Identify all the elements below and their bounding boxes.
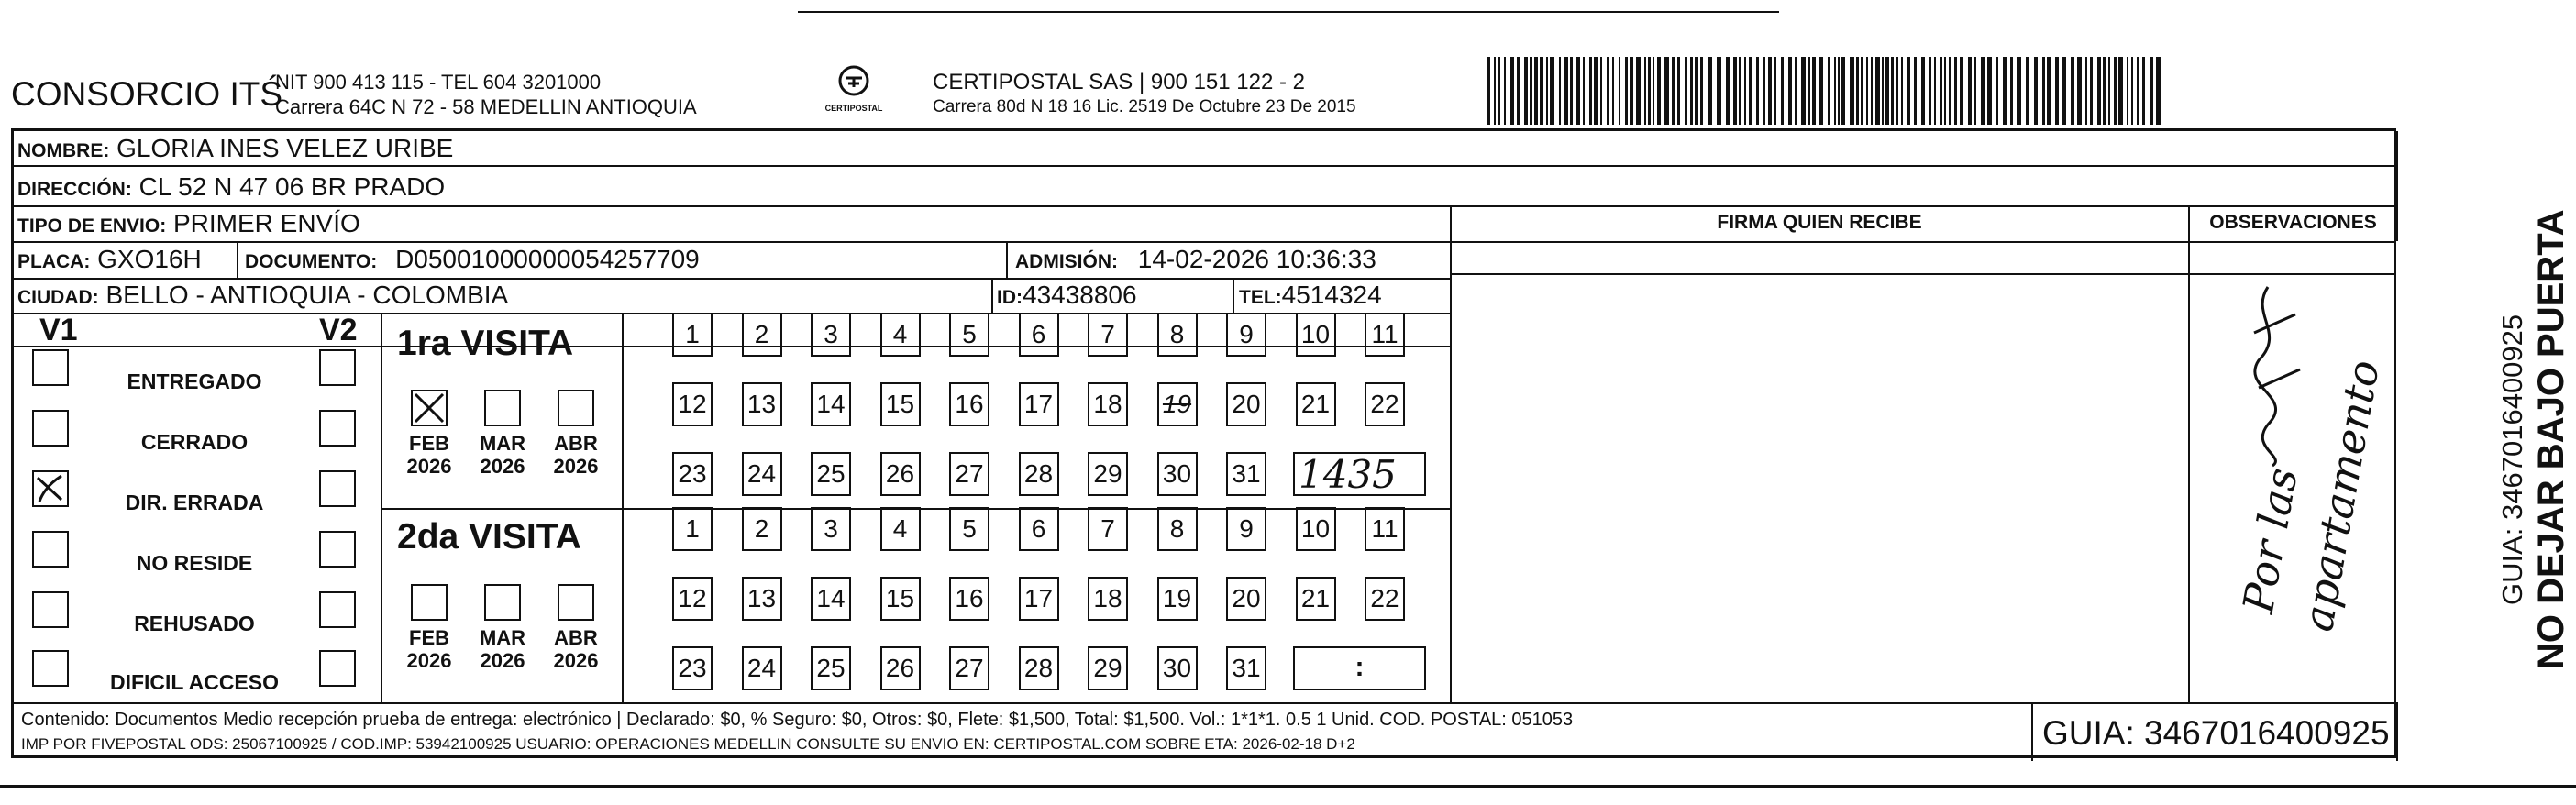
barcode-bar <box>1546 57 1548 125</box>
day-box[interactable]: 14 <box>811 382 851 426</box>
company-nit: NIT 900 413 115 - TEL 604 3201000 <box>275 71 602 94</box>
day-box[interactable]: 11 <box>1365 507 1405 551</box>
barcode-bar <box>2142 57 2145 125</box>
id-label: ID: <box>997 287 1023 308</box>
barcode-bar <box>1510 57 1514 125</box>
day-box[interactable]: 3 <box>811 313 851 357</box>
v2-checkbox[interactable] <box>319 650 356 687</box>
month-checkbox[interactable] <box>484 584 521 621</box>
barcode-bar <box>1841 57 1845 125</box>
barcode-bar <box>1996 57 1998 125</box>
barcode-bar <box>1850 57 1854 125</box>
month-name: FEB <box>409 626 449 649</box>
certipostal-sub: Carrera 80d N 18 16 Lic. 2519 De Octubre 23 De 2015 <box>933 97 1356 116</box>
first-visit-time-box[interactable] <box>1293 452 1426 496</box>
barcode-bar <box>1819 57 1823 125</box>
day-box[interactable]: 4 <box>880 507 921 551</box>
barcode-bar <box>2026 57 2029 125</box>
barcode-bar <box>1672 57 1675 125</box>
day-box[interactable]: 29 <box>1088 452 1128 496</box>
barcode-bar <box>1564 57 1568 125</box>
month-label <box>548 432 603 478</box>
barcode-bar <box>1801 57 1806 125</box>
day-box[interactable]: 21 <box>1296 577 1336 621</box>
certipostal-line: CERTIPOSTAL SAS | 900 151 122 - 2 <box>933 70 1305 94</box>
day-box[interactable]: 16 <box>949 382 989 426</box>
month-label <box>402 432 457 478</box>
day-box[interactable]: 6 <box>1019 507 1059 551</box>
day-box[interactable]: 25 <box>811 646 851 690</box>
barcode-bar <box>1517 57 1520 125</box>
day-box[interactable]: 17 <box>1019 577 1059 621</box>
barcode-bar <box>1630 57 1633 125</box>
tel-field <box>1239 280 1382 314</box>
barcode-bar <box>1987 57 1992 125</box>
barcode-bar <box>1695 57 1698 125</box>
barcode-bar <box>1612 57 1614 125</box>
barcode-bar <box>2071 57 2074 125</box>
barcode-bar <box>1896 57 1898 125</box>
company-info <box>275 70 697 119</box>
day-box[interactable]: 31 <box>1226 646 1266 690</box>
barcode-bar <box>1648 57 1651 125</box>
barcode-bar <box>1600 57 1602 125</box>
second-visit-title: 2da VISITA <box>397 517 581 557</box>
tipo-envio-label: TIPO DE ENVIO: <box>17 215 167 237</box>
first-visit-time: 1435 <box>1299 452 1397 497</box>
documento-field <box>245 244 700 278</box>
barcode-bar <box>1685 57 1687 125</box>
month-label <box>475 626 530 672</box>
status-label: ENTREGADO <box>127 369 262 393</box>
barcode-bar <box>1636 57 1641 125</box>
signature-scribble <box>2231 278 2314 470</box>
month-year: 2026 <box>480 649 525 672</box>
barcode-bar <box>2114 57 2117 125</box>
barcode-bar <box>1550 57 1554 125</box>
barcode-bar <box>1929 57 1931 125</box>
v1-checkbox[interactable] <box>32 591 69 628</box>
barcode-bar <box>1856 57 1859 125</box>
barcode-bar <box>2156 57 2161 125</box>
logo-text: CERTIPOSTAL <box>824 104 883 113</box>
barcode-bar <box>2003 57 2007 125</box>
first-visit-title: 1ra VISITA <box>397 324 574 363</box>
tel-value: 4514324 <box>1281 281 1382 309</box>
barcode-bar <box>1494 57 1496 125</box>
status-label: DIR. ERRADA <box>125 491 264 514</box>
barcode-bar <box>2017 57 2021 125</box>
barcode-bar <box>1968 57 1972 125</box>
observaciones-header: OBSERVACIONES <box>2209 212 2377 233</box>
barcode-bar <box>1901 57 1903 125</box>
barcode-bar <box>1981 57 1985 125</box>
logo-icon <box>835 64 872 97</box>
barcode-bar <box>1498 57 1500 125</box>
month-label <box>475 432 530 478</box>
barcode-bar <box>1781 57 1784 125</box>
barcode-bar <box>1583 57 1585 125</box>
barcode-bar <box>1570 57 1573 125</box>
v2-checkbox[interactable] <box>319 470 356 507</box>
v2-checkbox[interactable] <box>319 531 356 568</box>
barcode-bar <box>1774 57 1776 125</box>
barcode-bar <box>1576 57 1580 125</box>
barcode-bar <box>1768 57 1772 125</box>
day-box[interactable]: 15 <box>880 382 921 426</box>
barcode-bar <box>1653 57 1654 125</box>
day-box[interactable]: 9 <box>1226 313 1266 357</box>
barcode-bar <box>1756 57 1759 125</box>
placa-field <box>17 244 202 278</box>
barcode-bar <box>1838 57 1840 125</box>
firma-header: FIRMA QUIEN RECIBE <box>1717 212 1922 233</box>
v1-checkbox[interactable] <box>32 531 69 568</box>
barcode-bar <box>1607 57 1609 125</box>
barcode-bar <box>2118 57 2123 125</box>
day-box[interactable]: 20 <box>1226 577 1266 621</box>
barcode-bar <box>2103 57 2106 125</box>
barcode-bar <box>1524 57 1528 125</box>
barcode-bar <box>1834 57 1836 125</box>
day-box[interactable]: 13 <box>742 577 782 621</box>
tipo-envio-value: PRIMER ENVÍO <box>172 209 360 237</box>
day-box[interactable]: 7 <box>1088 313 1128 357</box>
month-name: ABR <box>554 432 598 455</box>
barcode-bar <box>1934 57 1936 125</box>
barcode-bar <box>1921 57 1925 125</box>
month-year: 2026 <box>553 649 599 672</box>
day-box[interactable]: 30 <box>1157 452 1198 496</box>
day-box[interactable]: 8 <box>1157 507 1198 551</box>
placa-value: GXO16H <box>97 245 202 273</box>
side-guia: GUIA: 3467016400925 <box>2496 314 2528 605</box>
day-box[interactable]: 19 <box>1157 382 1198 426</box>
delivery-form <box>11 128 2396 758</box>
barcode-bar <box>1487 57 1490 125</box>
barcode-bar <box>1677 57 1680 125</box>
certipostal-info <box>933 70 1356 119</box>
barcode-bar <box>2150 57 2153 125</box>
day-box[interactable]: 21 <box>1296 382 1336 426</box>
day-box[interactable]: 20 <box>1226 382 1266 426</box>
direccion-field <box>17 171 445 205</box>
barcode-bar <box>2077 57 2082 125</box>
day-box[interactable]: 5 <box>949 313 989 357</box>
barcode-bar <box>1960 57 1963 125</box>
barcode-bar <box>2010 57 2013 125</box>
barcode-bar <box>2034 57 2038 125</box>
day-box[interactable]: 15 <box>880 577 921 621</box>
day-box[interactable]: 27 <box>949 452 989 496</box>
barcode-bar <box>1530 57 1532 125</box>
day-box[interactable]: 26 <box>880 452 921 496</box>
day-box[interactable]: 18 <box>1088 382 1128 426</box>
id-field <box>997 280 1137 314</box>
barcode-bar <box>1690 57 1693 125</box>
day-box[interactable]: 1 <box>672 507 713 551</box>
tipo-envio-field <box>17 208 360 242</box>
status-label: CERRADO <box>140 430 249 454</box>
month-year: 2026 <box>406 649 452 672</box>
barcode-bar <box>2042 57 2045 125</box>
barcode-bar <box>1644 57 1646 125</box>
barcode-bar <box>2047 57 2051 125</box>
month-year: 2026 <box>553 455 599 478</box>
v2-checkbox[interactable] <box>319 349 356 386</box>
barcode-bar <box>1700 57 1703 125</box>
day-box[interactable]: 5 <box>949 507 989 551</box>
barcode-bar <box>1594 57 1598 125</box>
barcode-bar <box>2131 57 2133 125</box>
barcode-bar <box>1812 57 1816 125</box>
status-label: NO RESIDE <box>136 551 253 575</box>
day-box[interactable]: 6 <box>1019 313 1059 357</box>
day-box[interactable]: 31 <box>1226 452 1266 496</box>
barcode-bar <box>2097 57 2101 125</box>
documento-label: DOCUMENTO: <box>245 251 378 272</box>
day-box[interactable]: 23 <box>672 452 713 496</box>
barcode-bar <box>1885 57 1889 125</box>
day-box[interactable]: 1 <box>672 313 713 357</box>
month-checkbox[interactable] <box>484 390 521 426</box>
tel-label: TEL: <box>1239 287 1282 308</box>
second-visit-time-box[interactable]: : <box>1293 646 1426 690</box>
barcode-bar <box>1763 57 1765 125</box>
day-box[interactable]: 17 <box>1019 382 1059 426</box>
footer-print-line: IMP POR FIVEPOSTAL ODS: 25067100925 / COD.IMP: 53942100925 USUARIO: OPERACIONES MEDELLIN CONSULTE SU ENVIO EN: CERTIPOSTAL.COM SOBRE ETA: 2026-02-18 D+2 <box>21 735 1355 753</box>
month-year: 2026 <box>406 455 452 478</box>
day-box[interactable]: 25 <box>811 452 851 496</box>
v2-checkbox[interactable] <box>319 410 356 447</box>
day-box[interactable]: 19 <box>1157 577 1198 621</box>
day-box[interactable]: 8 <box>1157 313 1198 357</box>
observation-handwriting-2: apartamento <box>2293 356 2390 635</box>
day-box[interactable]: 28 <box>1019 646 1059 690</box>
ciudad-value: BELLO - ANTIOQUIA - COLOMBIA <box>105 281 509 309</box>
day-box[interactable]: 28 <box>1019 452 1059 496</box>
day-box[interactable]: 24 <box>742 646 782 690</box>
day-box[interactable]: 27 <box>949 646 989 690</box>
barcode-bar <box>1882 57 1884 125</box>
barcode-bar <box>1974 57 1976 125</box>
day-box[interactable]: 14 <box>811 577 851 621</box>
barcode-bar <box>1795 57 1797 125</box>
month-name: FEB <box>409 432 449 455</box>
month-name: MAR <box>479 626 526 649</box>
day-box[interactable]: 2 <box>742 507 782 551</box>
barcode-bar <box>1733 57 1737 125</box>
barcode-bar <box>2055 57 2059 125</box>
day-box[interactable]: 22 <box>1365 577 1405 621</box>
day-box[interactable]: 11 <box>1365 313 1405 357</box>
barcode-bar <box>2108 57 2110 125</box>
barcode <box>1487 57 2166 125</box>
day-box[interactable]: 12 <box>672 382 713 426</box>
day-box[interactable]: 9 <box>1226 507 1266 551</box>
admision-field <box>1015 244 1376 278</box>
footer-content-line: Contenido: Documentos Medio recepción prueba de entrega: electrónico | Declarado: $0, % Seguro: $0, Otros: $0, Flete: $1,500, Total: $1,500. Vol.: 1*1*1. 0.5 1 Unid. COD. POSTAL: 051053 <box>21 710 1574 730</box>
barcode-bar <box>1619 57 1620 125</box>
nombre-label: NOMBRE: <box>17 140 110 161</box>
v1-label: V1 <box>39 313 78 347</box>
ciudad-label: CIUDAD: <box>17 287 99 308</box>
v1-checkbox[interactable] <box>32 650 69 687</box>
barcode-bar <box>1788 57 1792 125</box>
barcode-bar <box>1534 57 1538 125</box>
direccion-value: CL 52 N 47 06 BR PRADO <box>138 172 446 201</box>
v1-checkbox[interactable] <box>32 410 69 447</box>
barcode-bar <box>2062 57 2066 125</box>
day-box[interactable]: 30 <box>1157 646 1198 690</box>
barcode-bar <box>1744 57 1746 125</box>
documento-value: D05001000000054257709 <box>395 245 700 273</box>
barcode-bar <box>1739 57 1741 125</box>
barcode-bar <box>1625 57 1628 125</box>
month-year: 2026 <box>480 455 525 478</box>
ciudad-field <box>17 280 508 314</box>
month-checkbox[interactable] <box>411 584 448 621</box>
id-value: 43438806 <box>1023 281 1137 309</box>
month-label <box>402 626 457 672</box>
day-box[interactable]: 16 <box>949 577 989 621</box>
barcode-bar <box>1589 57 1592 125</box>
month-checkbox[interactable] <box>411 390 448 426</box>
day-box[interactable]: 12 <box>672 577 713 621</box>
barcode-bar <box>2090 57 2093 125</box>
v1-checkbox[interactable] <box>32 349 69 386</box>
company-name: CONSORCIO ITŚ <box>11 75 283 113</box>
barcode-bar <box>1504 57 1506 125</box>
placa-label: PLACA: <box>17 251 91 272</box>
day-box[interactable]: 26 <box>880 646 921 690</box>
barcode-bar <box>1749 57 1752 125</box>
month-checkbox[interactable] <box>558 390 594 426</box>
day-box[interactable]: 4 <box>880 313 921 357</box>
v1-checkbox[interactable] <box>32 470 69 507</box>
status-label: REHUSADO <box>134 612 255 635</box>
barcode-bar <box>1559 57 1561 125</box>
barcode-bar <box>1914 57 1917 125</box>
barcode-bar <box>1875 57 1880 125</box>
barcode-bar <box>2127 57 2128 125</box>
status-label: DIFICIL ACCESO <box>109 670 279 694</box>
nombre-field <box>17 133 453 167</box>
admision-label: ADMISIÓN: <box>1015 251 1118 272</box>
day-box[interactable]: 23 <box>672 646 713 690</box>
barcode-bar <box>1866 57 1868 125</box>
barcode-bar <box>1828 57 1830 125</box>
admision-value: 14-02-2026 10:36:33 <box>1137 245 1376 273</box>
barcode-bar <box>2085 57 2087 125</box>
day-box[interactable]: 13 <box>742 382 782 426</box>
company-address: Carrera 64C N 72 - 58 MEDELLIN ANTIOQUIA <box>275 95 697 118</box>
v2-checkbox[interactable] <box>319 591 356 628</box>
nombre-value: GLORIA INES VELEZ URIBE <box>116 134 454 162</box>
barcode-bar <box>1891 57 1894 125</box>
day-box[interactable]: 24 <box>742 452 782 496</box>
barcode-bar <box>1808 57 1810 125</box>
footer-guia: GUIA: 3467016400925 <box>2042 714 2390 752</box>
month-name: MAR <box>479 432 526 455</box>
barcode-bar <box>1907 57 1910 125</box>
top-edge-line <box>798 11 1779 13</box>
observation-handwriting-1: Por las <box>2233 464 2307 617</box>
v2-label: V2 <box>319 313 358 347</box>
barcode-bar <box>1664 57 1669 125</box>
day-box[interactable]: 3 <box>811 507 851 551</box>
day-box[interactable]: 7 <box>1088 507 1128 551</box>
day-box[interactable]: 10 <box>1296 507 1336 551</box>
barcode-bar <box>1540 57 1543 125</box>
barcode-bar <box>1861 57 1863 125</box>
day-box[interactable]: 18 <box>1088 577 1128 621</box>
day-box[interactable]: 2 <box>742 313 782 357</box>
side-warning: NO DEJAR BAJO PUERTA <box>2531 209 2571 669</box>
day-box[interactable]: 10 <box>1296 313 1336 357</box>
barcode-bar <box>1717 57 1721 125</box>
barcode-bar <box>1944 57 1946 125</box>
barcode-bar <box>1949 57 1951 125</box>
barcode-bar <box>1726 57 1730 125</box>
barcode-bar <box>2137 57 2139 125</box>
barcode-bar <box>1940 57 1942 125</box>
barcode-bar <box>1954 57 1957 125</box>
bottom-edge-line <box>0 785 2576 788</box>
barcode-bar <box>1657 57 1661 125</box>
barcode-bar <box>1708 57 1712 125</box>
day-box[interactable]: 29 <box>1088 646 1128 690</box>
direccion-label: DIRECCIÓN: <box>17 179 132 200</box>
month-label <box>548 626 603 672</box>
day-box[interactable]: 22 <box>1365 382 1405 426</box>
certipostal-logo <box>816 64 891 121</box>
month-name: ABR <box>554 626 598 649</box>
barcode-bar <box>1871 57 1873 125</box>
month-checkbox[interactable] <box>558 584 594 621</box>
